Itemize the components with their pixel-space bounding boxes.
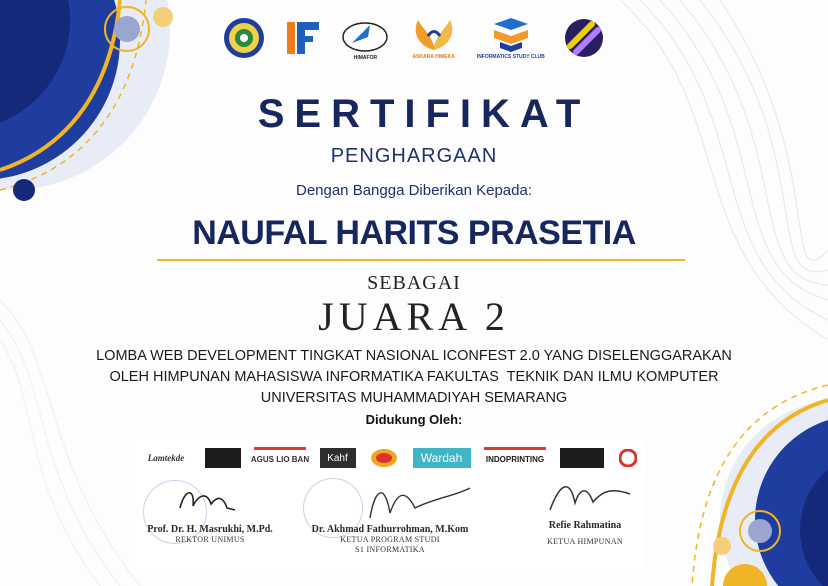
recipient-name: NAUFAL HARITS PRASETIA	[192, 214, 636, 252]
sponsor-logo-icon	[560, 448, 604, 468]
certificate-subtitle: PENGHARGAAN	[330, 145, 498, 167]
sponsor-logo-icon	[484, 447, 546, 470]
award-description	[0, 346, 828, 409]
informatics-study-club-logo-icon	[477, 16, 545, 60]
sponsor-logo-icon	[617, 448, 639, 468]
sponsor-logo-icon	[320, 448, 356, 468]
given-to-text: Dengan Bangga Diberikan Kepada:	[295, 182, 532, 199]
award-rank: JUARA 2	[318, 294, 510, 339]
as-label: SEBAGAI	[367, 272, 461, 294]
askara-himeka-logo-text: ASKARA HIMEKA	[412, 54, 455, 60]
signatory-role: S1 INFORMATIKA	[355, 545, 425, 554]
signature-association-head	[520, 520, 650, 547]
signature-rector	[125, 524, 295, 545]
sponsor-signature-panel	[135, 440, 645, 570]
sponsor-label: AGUS LIO BAN	[250, 455, 310, 464]
himafor-logo-text: HIMAFOR	[353, 55, 378, 61]
sponsor-logo-icon	[413, 448, 471, 468]
name-underline	[157, 259, 685, 261]
signatory-role: KETUA PROGRAM STUDI	[340, 535, 440, 544]
signatory-name: Refie Rahmatina	[548, 520, 622, 531]
certificate-title: SERTIFIKAT	[257, 92, 591, 136]
sponsor-logo-icon	[369, 448, 399, 468]
signatory-name: Dr. Akhmad Fathurrohman, M.Kom	[311, 524, 469, 535]
if-logo-icon	[283, 16, 323, 60]
iconfest-logo-icon	[562, 16, 606, 60]
signatory-role: REKTOR UNIMUS	[175, 535, 245, 544]
sponsor-label: Wardah	[420, 451, 463, 465]
sponsor-label: Kahf	[327, 452, 348, 464]
description-line-1: LOMBA WEB DEVELOPMENT TINGKAT NASIONAL ICONFEST 2.0 YANG DISELENGGARAKAN	[96, 348, 732, 364]
signatory-name: Prof. Dr. H. Masrukhi, M.Pd.	[147, 524, 273, 535]
informatics-study-club-logo-text: INFORMATICS STUDY CLUB	[476, 54, 545, 60]
university-seal-icon	[222, 16, 266, 60]
signatory-role: KETUA HIMPUNAN	[547, 537, 623, 546]
sponsor-logo-icon	[205, 448, 241, 468]
sponsor-logo-icon	[141, 448, 191, 468]
partner-logos	[222, 10, 606, 66]
sponsor-label: Lamtekde	[147, 453, 185, 463]
description-line-2: OLEH HIMPUNAN MAHASISWA INFORMATIKA FAKULTAS TEKNIK DAN ILMU KOMPUTER	[109, 369, 719, 385]
sponsor-logo-icon	[250, 447, 310, 470]
description-line-3: UNIVERSITAS MUHAMMADIYAH SEMARANG	[260, 390, 568, 406]
supported-by-label: Didukung Oleh:	[365, 412, 463, 427]
signature-program-head	[295, 524, 485, 555]
himafor-logo-icon	[340, 15, 390, 61]
sponsor-label: INDOPRINTING	[485, 455, 545, 464]
askara-himeka-logo-icon	[408, 16, 460, 60]
sponsor-logos	[141, 446, 639, 470]
